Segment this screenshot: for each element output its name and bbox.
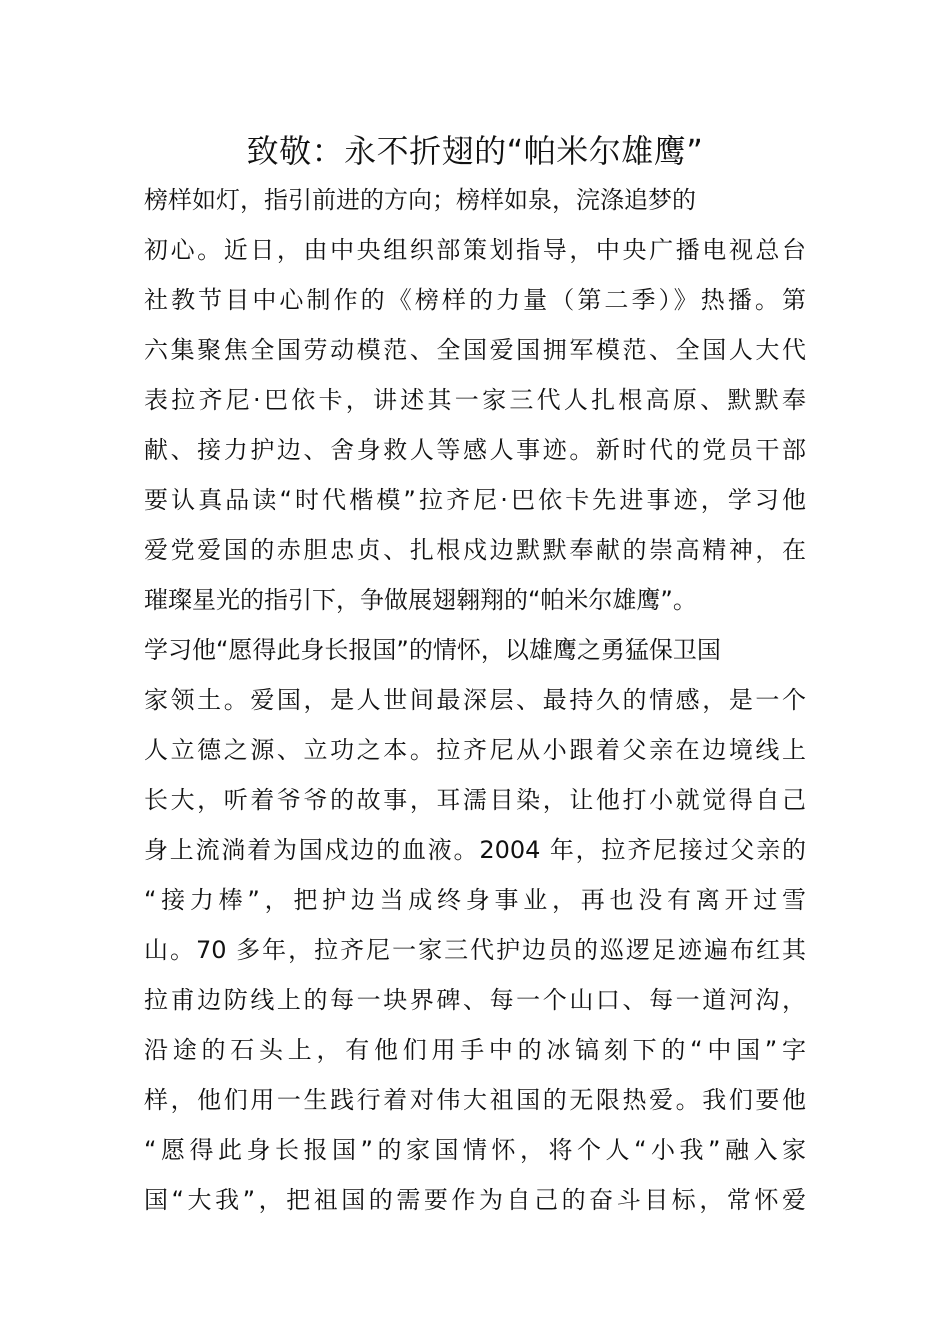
paragraph-line: “愿得此身长报国”的家国情怀，将个人“小我”融入家 <box>144 1136 806 1164</box>
paragraph-line: 榜样如灯，指引前进的方向；榜样如泉，浣涤追梦的 <box>144 186 696 214</box>
paragraph-line: 山。70 多年，拉齐尼一家三代护边员的巡逻足迹遍布红其 <box>144 936 806 964</box>
paragraph-line: 社教节目中心制作的《榜样的力量（第二季）》热播。第 <box>144 286 806 314</box>
paragraph-line: 表拉齐尼·巴依卡，讲述其一家三代人扎根高原、默默奉 <box>144 386 806 414</box>
paragraph-line: 璀璨星光的指引下，争做展翅翱翔的“帕米尔雄鹰”。 <box>144 586 697 614</box>
paragraph-line: 爱党爱国的赤胆忠贞、扎根戍边默默奉献的崇高精神，在 <box>144 536 806 564</box>
paragraph-line: 初心。近日，由中央组织部策划指导，中央广播电视总台 <box>144 236 806 264</box>
paragraph-line: 拉甫边防线上的每一块界碑、每一个山口、每一道河沟， <box>144 986 806 1014</box>
paragraph-line: 沿途的石头上，有他们用手中的冰镐刻下的“中国”字 <box>144 1036 806 1064</box>
paragraph-line: 学习他“愿得此身长报国”的情怀，以雄鹰之勇猛保卫国 <box>144 636 721 664</box>
paragraph-line: 国“大我”，把祖国的需要作为自己的奋斗目标，常怀爱 <box>144 1186 806 1214</box>
paragraph-line: 要认真品读“时代楷模”拉齐尼·巴依卡先进事迹，学习他 <box>144 486 806 514</box>
paragraph-line: 家领土。爱国，是人世间最深层、最持久的情感，是一个 <box>144 686 806 714</box>
page-title: 致敬：永不折翅的“帕米尔雄鹰” <box>246 132 704 170</box>
paragraph-line: 人立德之源、立功之本。拉齐尼从小跟着父亲在边境线上 <box>144 736 806 764</box>
paragraph-line: 长大，听着爷爷的故事，耳濡目染，让他打小就觉得自己 <box>144 786 806 814</box>
paragraph-line: 献、接力护边、舍身救人等感人事迹。新时代的党员干部 <box>144 436 806 464</box>
paragraph-line: 六集聚焦全国劳动模范、全国爱国拥军模范、全国人大代 <box>144 336 806 364</box>
paragraph-line: “接力棒”，把护边当成终身事业，再也没有离开过雪 <box>144 886 806 914</box>
paragraph-line: 样，他们用一生践行着对伟大祖国的无限热爱。我们要他 <box>144 1086 806 1114</box>
paragraph-line: 身上流淌着为国戍边的血液。2004 年，拉齐尼接过父亲的 <box>144 836 806 864</box>
